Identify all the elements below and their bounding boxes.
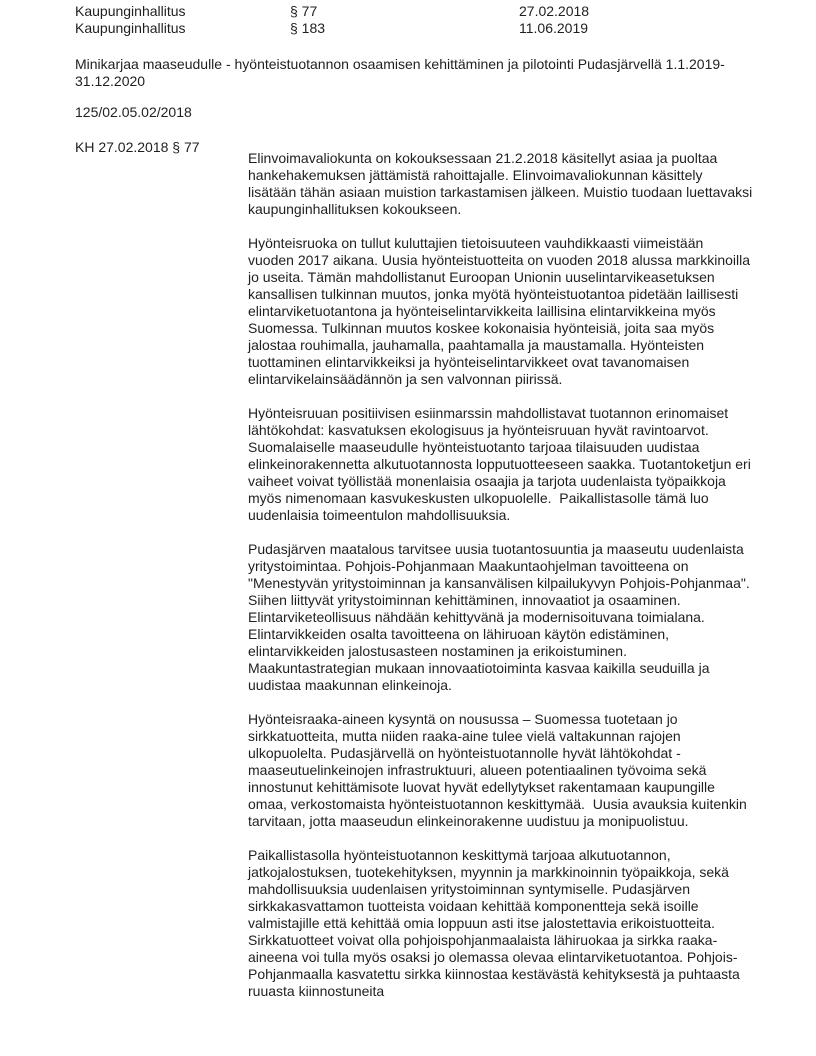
- section-number: § 77: [290, 3, 318, 19]
- paragraph: Hyönteisruoka on tullut kuluttajien tietoisuuteen vauhdikkaasti viimeistään vuoden 2017 aikana. Uusia hyönteistuotteita on vuoden 2018 alussa markkinoilla jo useita. Tämän mahdollistanut Euroopan Unionin uuselintarvikeasetuksen kansallisen tulkinnan muutos, jonka myötä hyönteistuotantoa pidetään laillisesti elintarviketuotantona ja hyönteiselintarvikkeita laillisina elintarvikkeina myös Suomessa. Tulkinnan muutos koskee kokonaisia hyönteisiä, joita saa myös jalostaa rouhimalla, jauhamalla, paahtamalla ja maustamalla. Hyönteisten tuottaminen elintarvikkeiksi ja hyönteiselintarvikkeet ovat tavanomaisen elintarvikelainsäädännön ja sen valvonnan piirissä.: [248, 235, 754, 387]
- paragraph: Pudasjärven maatalous tarvitsee uusia tuotantosuuntia ja maaseutu uudenlaista yritystoimintaa. Pohjois-Pohjanmaan Maakuntaohjelman tavoitteena on "Menestyvän yritystoiminnan ja kansanvälisen kilpailukyvyn Pohjois-Pohjanmaa". Siihen liittyvät yritystoiminnan kehittäminen, innovaatiot ja osaaminen. Elintarviketeollisuus nähdään kehittyvänä ja modernisoituvana toimialana. Elintarvikkeiden osalta tavoitteena on lähiruoan käytön edistäminen, elintarvikkeiden jalostusasteen nostaminen ja erikoistuminen. Maakuntastrategian mukaan innovaatiotoiminta kasvaa kaikilla seuduilla ja uudistaa maakunnan elinkeinoja.: [248, 541, 758, 693]
- handling-date: 27.02.2018: [519, 3, 590, 19]
- section-heading: KH 27.02.2018 § 77: [75, 139, 200, 155]
- paragraph: Paikallistasolla hyönteistuotannon keskittymä tarjoaa alkutuotannon, jatkojalostuksen, tuotekehityksen, myynnin ja markkinoinnin työpaikkoja, sekä mahdollisuuksia uudenlaisen yritystoiminnan syntymiselle. Pudasjärven sirkkakasvattamon tuotteista voidaan kehittää komponentteja sekä isoille valmistajille että kehittää omia loppuun asti itse jalostettavia erikoistuotteita. Sirkkatuotteet voivat olla pohjoispohjanmaalaista lähiruokaa ja sirkka raaka-aineena voi tulla myös osaksi jo olemassa olevaa elintarviketuotantoa. Pohjois-Pohjanmaalla kasvatettu sirkka kiinnostaa kestävästä kehityksestä ja puhtaasta ruuasta kiinnostuneita: [248, 847, 744, 999]
- document-title: Minikarjaa maaseudulle - hyönteistuotannon osaamisen kehittäminen ja pilotointi Pudasjärvellä 1.1.2019-31.12.2020: [75, 56, 725, 89]
- handling-history-table: [75, 3, 589, 37]
- paragraph: Elinvoimavaliokunta on kokouksessaan 21.2.2018 käsitellyt asiaa ja puoltaa hankehakemuksen jättämistä rahoittajalle. Elinvoimavaliokunnan käsittely lisätään tähän asiaan muistion tarkastamisen jälkeen. Muistio tuodaan luettavaksi kaupunginhallituksen kokoukseen.: [248, 150, 757, 217]
- paragraph: Hyönteisraaka-aineen kysyntä on nousussa – Suomessa tuotetaan jo sirkkatuotteita, mutta niiden raaka-aine tulee vielä valtakunnan rajojen ulkopuolelta. Pudasjärvellä on hyönteistuotannolle hyvät lähtökohdat - maaseutuelinkeinojen infrastruktuuri, alueen potentiaalinen työvoima sekä innostunut kehittämisote luovat hyvät edellytykset rakentamaan kaupungille omaa, verkostomaista hyönteistuotannon keskittymää. Uusia avauksia kuitenkin tarvitaan, jotta maaseudun elinkeinorakenne uudistuu ja monipuolistuu.: [248, 711, 751, 829]
- body-text-column: [248, 150, 758, 1017]
- diary-number: 125/02.05.02/2018: [75, 104, 192, 120]
- table-row: [75, 20, 589, 37]
- handling-date: 11.06.2019: [519, 20, 589, 36]
- section-number: § 183: [290, 20, 326, 36]
- paragraph: Hyönteisruuan positiivisen esiinmarssin mahdollistavat tuotannon erinomaiset lähtökohdat: kasvatuksen ekologisuus ja hyönteisruuan hyvät ravintoarvot. Suomalaiselle maaseudulle hyönteistuotanto tarjoaa tilaisuuden uudistaa elinkeinorakennetta alkutuotannosta lopputuotteeseen saakka. Tuotantoketjun eri vaiheet voivat työllistää monenlaisia osaajia ja tarjota uudenlaista työpaikkoja myös nimenomaan kasvukeskusten ulkopuolelle. Paikallistasolle tämä luo uudenlaisia toimeentulon mahdollisuuksia.: [248, 405, 755, 523]
- table-row: [75, 3, 589, 20]
- handling-body: Kaupunginhallitus: [75, 20, 186, 36]
- handling-body: Kaupunginhallitus: [75, 3, 186, 19]
